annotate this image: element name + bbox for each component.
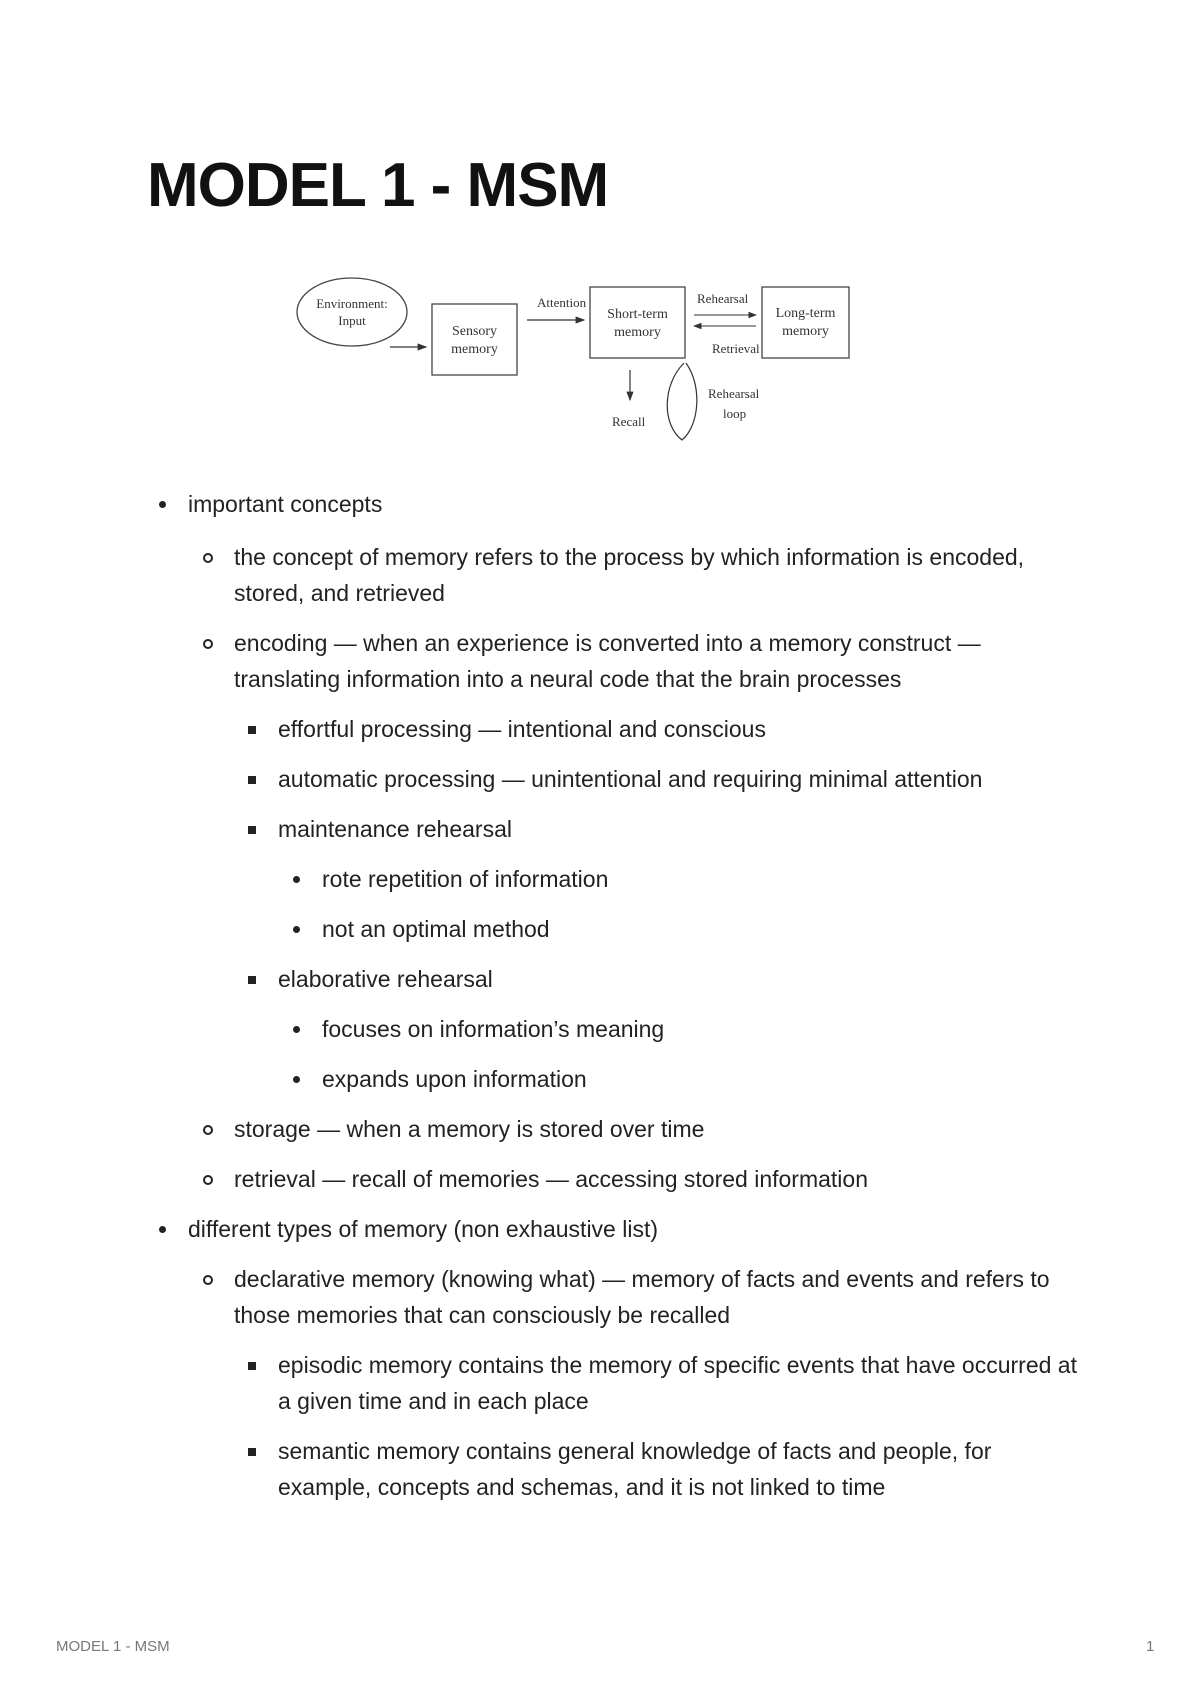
hollow-bullet-icon xyxy=(203,639,213,649)
msm-diagram xyxy=(290,275,930,455)
square-bullet-icon xyxy=(248,726,256,734)
environment-label-1: Environment: xyxy=(316,296,388,311)
bullet-icon xyxy=(159,501,166,508)
rehearsal-loop-arc xyxy=(667,363,697,440)
list-item: not an optimal method xyxy=(150,911,1080,947)
square-bullet-icon xyxy=(248,1362,256,1370)
list-item: maintenance rehearsal xyxy=(150,811,1080,847)
long-term-memory-node xyxy=(762,287,849,358)
footer-title: MODEL 1 - MSM xyxy=(56,1638,170,1655)
list-item: storage — when a memory is stored over time xyxy=(150,1111,1080,1147)
square-bullet-icon xyxy=(248,976,256,984)
square-bullet-icon xyxy=(248,1448,256,1456)
bullet-icon xyxy=(293,1076,300,1083)
sensory-label-1: Sensory xyxy=(451,324,498,339)
hollow-bullet-icon xyxy=(203,1275,213,1285)
list-item: encoding — when an experience is converted into a memory construct — translating information into a neural code that the brain processes xyxy=(150,625,1080,697)
retrieval-label: Retrieval xyxy=(712,341,760,356)
rehearsal-loop-label-2: loop xyxy=(723,406,747,421)
notes-list xyxy=(150,486,1080,1505)
environment-label-2: Input xyxy=(338,313,366,328)
long-term-label-2: memory xyxy=(782,324,829,339)
list-item: different types of memory (non exhaustive list) xyxy=(150,1211,1080,1247)
list-item: episodic memory contains the memory of specific events that have occurred at a given time and in each place xyxy=(150,1347,1080,1419)
list-item: focuses on information’s meaning xyxy=(150,1011,1080,1047)
long-term-label-1: Long-term xyxy=(775,306,836,321)
list-item: expands upon information xyxy=(150,1061,1080,1097)
hollow-bullet-icon xyxy=(203,1175,213,1185)
sensory-label-2: memory xyxy=(451,342,498,357)
square-bullet-icon xyxy=(248,826,256,834)
list-item: the concept of memory refers to the process by which information is encoded, stored, and retrieved xyxy=(150,539,1080,611)
bullet-icon xyxy=(293,1026,300,1033)
rehearsal-loop-label-1: Rehearsal xyxy=(708,386,760,401)
bullet-icon xyxy=(293,926,300,933)
list-item: elaborative rehearsal xyxy=(150,961,1080,997)
bullet-icon xyxy=(293,876,300,883)
page-number: 1 xyxy=(1146,1638,1155,1655)
list-item: important concepts xyxy=(150,486,1080,522)
recall-label: Recall xyxy=(612,414,646,429)
short-term-label-2: memory xyxy=(614,325,661,340)
list-item: retrieval — recall of memories — accessing stored information xyxy=(150,1161,1080,1197)
short-term-memory-node xyxy=(590,287,685,358)
short-term-label-1: Short-term xyxy=(607,307,668,322)
list-item: semantic memory contains general knowledge of facts and people, for example, concepts and schemas, and it is not linked to time xyxy=(150,1433,1080,1505)
bullet-icon xyxy=(159,1226,166,1233)
environment-node xyxy=(297,278,407,346)
sensory-memory-node xyxy=(432,304,517,375)
list-item: automatic processing — unintentional and requiring minimal attention xyxy=(150,761,1080,797)
list-item: effortful processing — intentional and conscious xyxy=(150,711,1080,747)
square-bullet-icon xyxy=(248,776,256,784)
list-item: rote repetition of information xyxy=(150,861,1080,897)
rehearsal-label: Rehearsal xyxy=(697,291,749,306)
list-item: declarative memory (knowing what) — memory of facts and events and refers to those memories that can consciously be recalled xyxy=(150,1261,1080,1333)
hollow-bullet-icon xyxy=(203,553,213,563)
page-title: MODEL 1 - MSM xyxy=(147,151,609,220)
hollow-bullet-icon xyxy=(203,1125,213,1135)
attention-label: Attention xyxy=(537,295,587,310)
